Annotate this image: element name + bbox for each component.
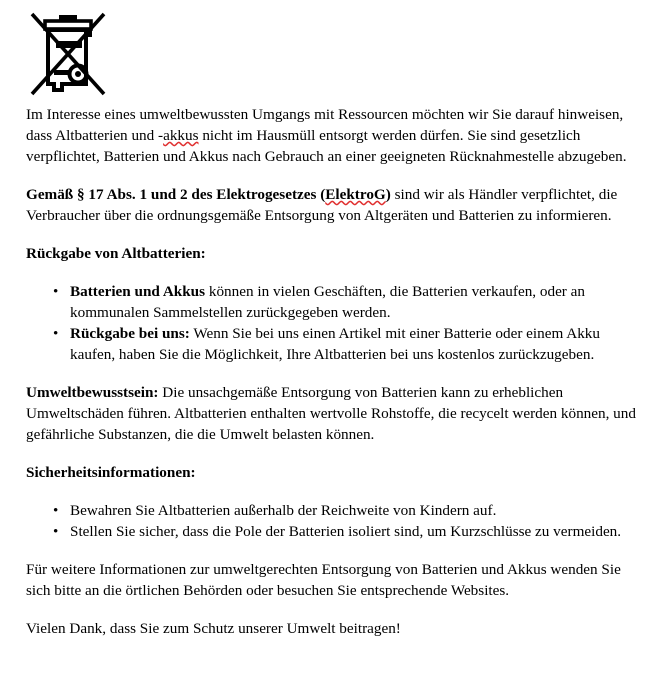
crossed-out-wheeled-bin-icon [26,8,110,96]
list-item-batterien-akkus [70,281,642,323]
elektrog-paragraph [26,184,642,226]
heading-sicherheitsinformationen: Sicherheitsinformationen: [26,464,196,481]
text-run-bold: Gemäß § 17 Abs. 1 und 2 des Elektrogesetzes (ElektroG) [26,186,391,203]
text-run: Bewahren Sie Altbatterien außerhalb der Reichweite von Kindern auf. [70,502,497,519]
text-run: nicht im Hausmüll entsorgt werden dürfen. Sie sind gesetzlich verpflichtet, Batterien und Akkus nach Gebrauch an einer geeigneten Rücknahmestelle abzugeben. [26,127,627,165]
list-item-rueckgabe-bei-uns [70,323,642,365]
text-run: Stellen Sie sicher, dass die Pole der Batterien isoliert sind, um Kurzschlüsse zu vermeiden. [70,523,622,540]
umweltbewusstsein-paragraph [26,382,642,445]
intro-paragraph [26,104,642,167]
list-item-pole-isoliert [70,521,642,542]
text-run-bold: Umweltbewusstsein: [26,384,159,401]
danke-paragraph [26,618,642,639]
text-run: Wenn Sie bei uns einen Artikel mit einer Batterie oder einem Akku kaufen, haben Sie die Möglichkeit, Ihre Altbatterien bei uns kostenlos zurückzugeben. [70,325,600,363]
text-run: Im Interesse eines umweltbewussten Umgangs mit Ressourcen möchten wir Sie darauf hinweisen, dass Altbatterien und - [26,106,624,144]
text-run: Für weitere Informationen zur umweltgerechten Entsorgung von Batterien und Akkus wenden Sie sich bitte an die örtlichen Behörden oder besuchen Sie entsprechende Websites. [26,561,621,599]
spellcheck-word-akkus: akkus [163,127,199,144]
text-run-bold: Batterien und Akkus [70,283,206,300]
sicherheits-list [26,500,642,542]
text-run-bold: Rückgabe bei uns: [70,325,190,342]
document-body [26,104,642,656]
weitere-informationen-paragraph [26,559,642,601]
list-item-kinder [70,500,642,521]
text-run: können in vielen Geschäften, die Batterien verkaufen, oder an kommunalen Sammelstellen zurückgegeben werden. [70,283,586,321]
text-run: Die unsachgemäße Entsorgung von Batterien kann zu erheblichen Umweltschäden führen. Altbatterien enthalten wertvolle Rohstoffe, die recycelt werden können, und gefährliche Substanzen, die die Umwelt belasten können. [26,384,636,443]
spellcheck-word-elektrog: ElektroG [325,186,386,203]
rueckgabe-list [26,281,642,365]
text-run: Vielen Dank, dass Sie zum Schutz unserer Umwelt beitragen! [26,620,401,637]
heading-rueckgabe: Rückgabe von Altbatterien: [26,245,206,262]
text-run: sind wir als Händler verpflichtet, die Verbraucher über die ordnungsgemäße Entsorgung von Altgeräten und Batterien zu informieren. [26,186,618,224]
